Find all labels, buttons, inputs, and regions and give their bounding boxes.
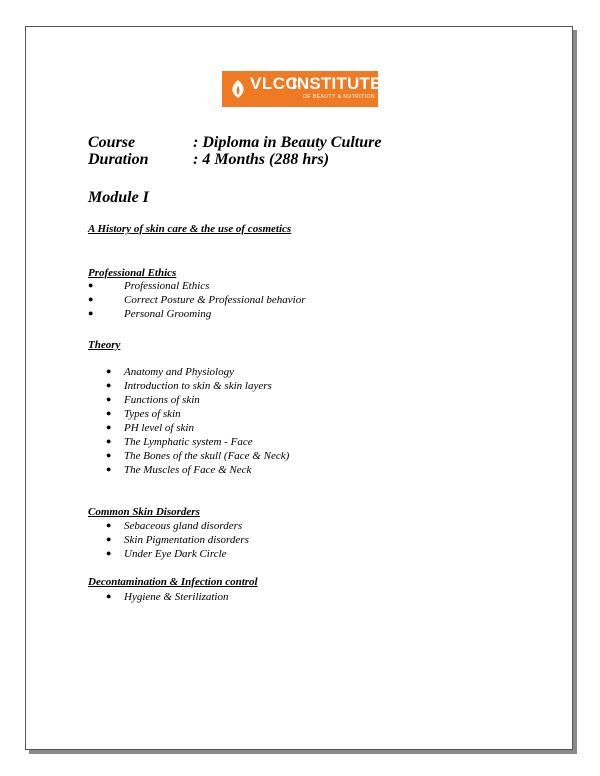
list-item: Professional Ethics — [124, 280, 210, 292]
logo-brand: VLCC — [250, 74, 299, 93]
section-theory-title: Theory — [88, 339, 121, 351]
duration-value: : 4 Months (288 hrs) — [193, 151, 330, 168]
vlcc-flame-icon — [229, 79, 247, 99]
list-item: Sebaceous gland disorders — [124, 520, 243, 532]
bullet: ● — [106, 591, 112, 601]
course-label: Course — [88, 134, 136, 151]
bullet: ● — [106, 366, 112, 376]
section-disorders-title: Common Skin Disorders — [88, 506, 200, 518]
logo-word: INSTITUTE — [292, 74, 382, 93]
vlcc-logo — [222, 71, 382, 107]
bullet: ● — [106, 450, 112, 460]
module-title: Module I — [88, 189, 149, 206]
bullet: ● — [106, 520, 112, 530]
bullet: ● — [106, 422, 112, 432]
logo-tagline: OF BEAUTY & NUTRITION — [303, 94, 376, 100]
bullet: ● — [106, 534, 112, 544]
bullet: ● — [106, 380, 112, 390]
bullet: ● — [88, 280, 94, 290]
document-page — [25, 26, 573, 750]
bullet: ● — [106, 464, 112, 474]
list-item: Skin Pigmentation disorders — [124, 534, 249, 546]
list-item: Anatomy and Physiology — [124, 366, 234, 378]
list-item: The Muscles of Face & Neck — [124, 464, 252, 476]
list-item: Under Eye Dark Circle — [124, 548, 227, 560]
course-value: : Diploma in Beauty Culture — [193, 134, 382, 151]
bullet: ● — [88, 308, 94, 318]
list-item: Personal Grooming — [124, 308, 212, 320]
list-item: Introduction to skin & skin layers — [124, 380, 272, 392]
bullet: ● — [106, 408, 112, 418]
bullet: ● — [106, 548, 112, 558]
list-item: Types of skin — [124, 408, 181, 420]
duration-label: Duration — [88, 151, 149, 168]
list-item: Hygiene & Sterilization — [124, 591, 229, 603]
section-history: A History of skin care & the use of cosmetics — [88, 223, 292, 235]
bullet: ● — [106, 436, 112, 446]
bullet: ● — [88, 294, 94, 304]
list-item: The Bones of the skull (Face & Neck) — [124, 450, 290, 462]
list-item: PH level of skin — [124, 422, 194, 434]
list-item: Functions of skin — [124, 394, 200, 406]
section-decontamination-title: Decontamination & Infection control — [88, 576, 258, 588]
list-item: The Lymphatic system - Face — [124, 436, 253, 448]
section-ethics-title: Professional Ethics — [88, 267, 177, 279]
bullet: ● — [106, 394, 112, 404]
list-item: Correct Posture & Professional behavior — [124, 294, 306, 306]
